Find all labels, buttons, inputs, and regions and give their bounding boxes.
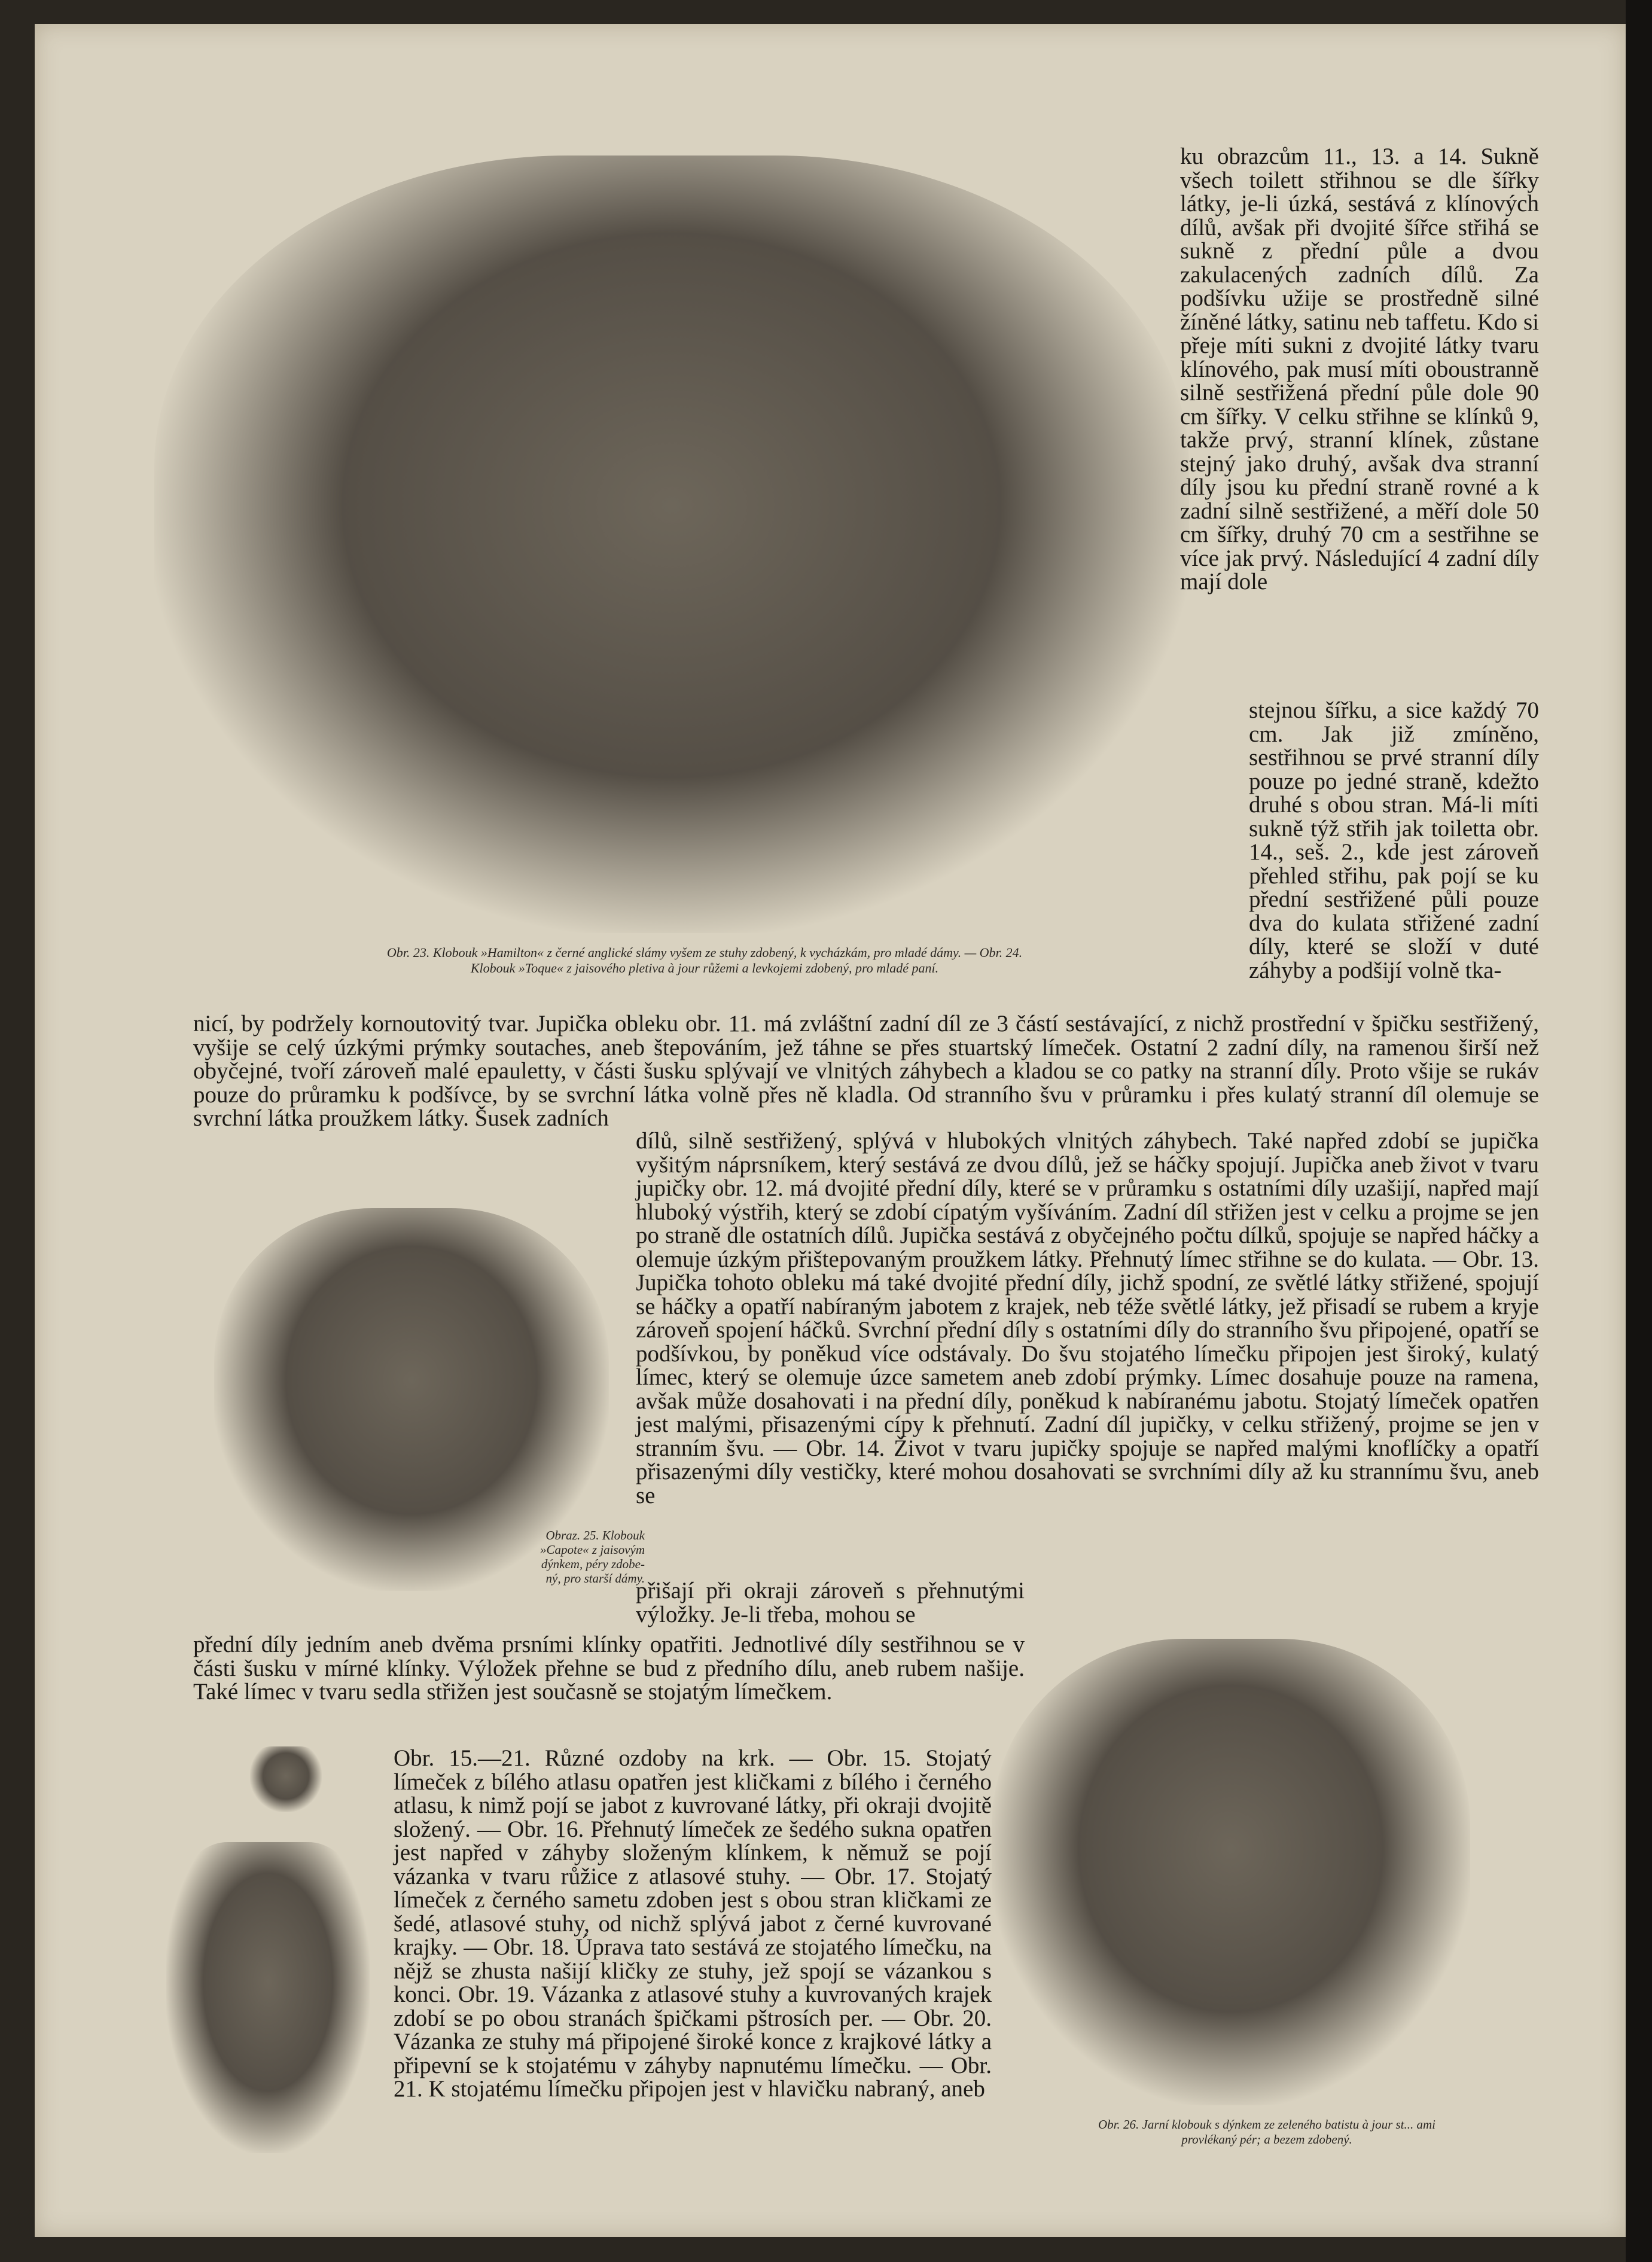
paragraph: nicí, by podržely kornoutovitý tvar. Jupička obleku obr. 11. má zvláštní zadní díl ze 3 částí sestávající, z nichž prostřední v špičku sestřižený, vyšije se celý úzkými prýmky soutaches, aneb štepováním, jež táhne se přes stuartský límeček. Ostatní 2 zadní díly, na ramenou širší než obyčejné, tvoří zároveň malé epauletty, v části šusku splývají ve vlnitých záhybech a kladou se co patky na stranní díly. Proto všije se rukáv pouze do průramku k podšívce, by se svrchní látka volně přes ně kladla. Od stranního švu v průramku i přes kulatý stranní díl olemuje se svrchní látka proužkem látky. Šusek zadních — [193, 1011, 1539, 1131]
paragraph: Obr. 15.—21. Různé ozdoby na krk. — Obr. 15. Stojatý límeček z bílého atlasu opatřen jest kličkami z bílého i černého atlasu, k nimž pojí se jabot z kuvrované látky, při okraji dvojitě složený. — Obr. 16. Přehnutý límeček ze šedého sukna opatřen jest napřed v záhyby složeným klínkem, k němuž se pojí vázanka v tvaru růžice z atlasové stuhy. — Obr. 17. Stojatý límeček z černého sametu zdoben jest s obou stran kličkami ze šedé, atlasové stuhy, od nichž splývá jabot z černé kuvrované krajky. — Obr. 18. Úprava tato sestává ze stojatého límečku, na nějž se zhusta našijí kličky ze stuhy, jež spojí se vázankou s konci. Obr. 19. Vázanka z atlasové stuhy a kuvrovaných krajek zdobí se po obou stranách špičkami pštrosích per. — Obr. 20. Vázanka ze stuhy má připojené široké konce z krajkové látky a připevní se k stojatému v záhyby napnutému límečku. — Obr. 21. K stojatému límečku připojen jest v hlavičku nabraný, aneb — [394, 1745, 992, 2102]
bottom-column-text — [394, 1746, 992, 2101]
paragraph: přední díly jedním aneb dvěma prsními klínky opatřiti. Jednotlivé díly sestřihnou se v části šusku v mírné klínky. Výložek přehne se bud z předního dílu, aneb rubem našije. Také límec v tvaru sedla střižen jest současně se stojatým límečkem. — [193, 1632, 1025, 1705]
right-column-text — [1180, 145, 1539, 594]
caption-line: Obraz. 25. Klobouk — [545, 1528, 645, 1542]
caption-line: ný, pro starší dámy. — [545, 1571, 645, 1586]
middle-column-continuation — [636, 1579, 1025, 1626]
narrow-column-text — [1249, 699, 1539, 982]
left-lower-text — [193, 1633, 1025, 1704]
caption-line: Klobouk »Toque« z jaisového pletiva à jour růžemi a levkojemi zdobený, pro mladé paní. — [470, 961, 939, 975]
caricature-figure-sketch — [166, 1842, 370, 2153]
small-hat-sketch — [250, 1746, 322, 1812]
scan-edge — [1626, 0, 1652, 2262]
figure-23-24-caption — [160, 945, 1249, 976]
caption-line: Obr. 26. Jarní klobouk s dýnkem ze zeleného batistu à jour st... ami — [1098, 2117, 1436, 2132]
middle-column-text — [636, 1129, 1539, 1507]
caption-line: provlékaný pér; a bezem zdobený. — [1181, 2132, 1352, 2147]
paragraph: stejnou šířku, a sice každý 70 cm. Jak již zmíněno, sestřihnou se prvé stranní díly pouze po jedné straně, kdežto druhé s obou stran. Má-li míti sukně týž střih jak toiletta obr. 14., seš. 2., kde jest zároveň přehled střihu, pak pojí se ku přední sestřižené půli pouze dva do kulata střižené zadní díly, které se složí v duté záhyby a podšijí volně tka- — [1249, 697, 1539, 983]
paragraph: ku obrazcům 11., 13. a 14. Sukně všech toilett střihnou se dle šířky látky, je-li úzká, sestává z klínových dílů, avšak při dvojité šířce střihá se sukně z přední půle a dvou zakulacených zadních dílů. Za podšívku užije se prostředně silné žíněné látky, satinu neb taffetu. Kdo si přeje míti sukni z dvojité látky tvaru klínového, pak musí míti oboustranně silně sestřižená přední půle dole 90 cm šířky. V celku střihne se klínků 9, takže prvý, stranní klínek, zůstane stejný jako druhý, avšak dva stranní díly jsou ku přední straně rovné a k zadní silně sestřižené, a měří dole 50 cm šířky, druhý 70 cm a sestřihne se více jak prvý. Následující 4 zadní díly mají dole — [1180, 144, 1539, 595]
figure-25-caption — [441, 1528, 645, 1586]
figure-26-caption — [980, 2117, 1554, 2147]
caption-line: dýnkem, péry zdobe- — [541, 1557, 645, 1571]
caption-line: Obr. 23. Klobouk »Hamilton« z černé anglické slámy vyšem ze stuhy zdobený, k vycházkám, pro mladé dámy. — Obr. 24. — [386, 945, 1023, 960]
hat-portraits-illustration — [154, 156, 1189, 933]
magazine-page — [35, 24, 1626, 2237]
paragraph: dílů, silně sestřižený, splývá v hlubokých vlnitých záhybech. Také napřed zdobí se jupička vyšitým náprsníkem, který sestává ze dvou dílů, jež se háčky spojují. Jupička aneb život v tvaru jupičky obr. 12. má dvojité přední díly, které se v průramku s ostatními díly uzašijí, napřed mají hluboký výstřih, který se zdobí cípatým vyšíváním. Zadní díl střižen jest v celku a projme se jen po straně dle ostatních dílů. Jupička sestává z obyčejného počtu dílků, spojuje se napřed háčky a olemuje úzkým přištepovaným proužkem látky. Přehnutý límec střihne se do kulata. — Obr. 13. Jupička tohoto obleku má také dvojité přední díly, jichž spodní, ze světlé látky střižené, spojují se háčky a opatří nabíraným jabotem z krajek, neb téže světlé látky, jež přisadí se rubem a kryje zároveň spojení háčků. Svrchní přední díly s ostatními díly do stranního švu připojené, opatří se podšívkou, by poněkud více odstávaly. Do švu stojatého límečku připojen jest široký, kulatý límec, který se olemuje úzce sametem aneb zdobí prýmky. Límec dosahuje pouze na ramena, avšak může dosahovati i na přední díly, poněkud k nabíranému jabotu. Stojatý límeček opatřen jest malými, přisazenými cípy k přehnutí. Zadní díl jupičky, v celku střižený, projme se jen v stranním švu. — Obr. 14. Život v tvaru jupičky spojuje se napřed malými knoflíčky a opatří přisazenými díly vestičky, které mohou dosahovati se svrchními díly až ku strannímu švu, aneb se — [636, 1128, 1539, 1508]
full-width-paragraph — [193, 1012, 1539, 1130]
spring-hat-illustration — [992, 1639, 1470, 2105]
paragraph: přišají při okraji zároveň s přehnutými výložky. Je-li třeba, mohou se — [636, 1578, 1025, 1627]
caption-line: »Capote« z jaisovým — [540, 1542, 645, 1557]
